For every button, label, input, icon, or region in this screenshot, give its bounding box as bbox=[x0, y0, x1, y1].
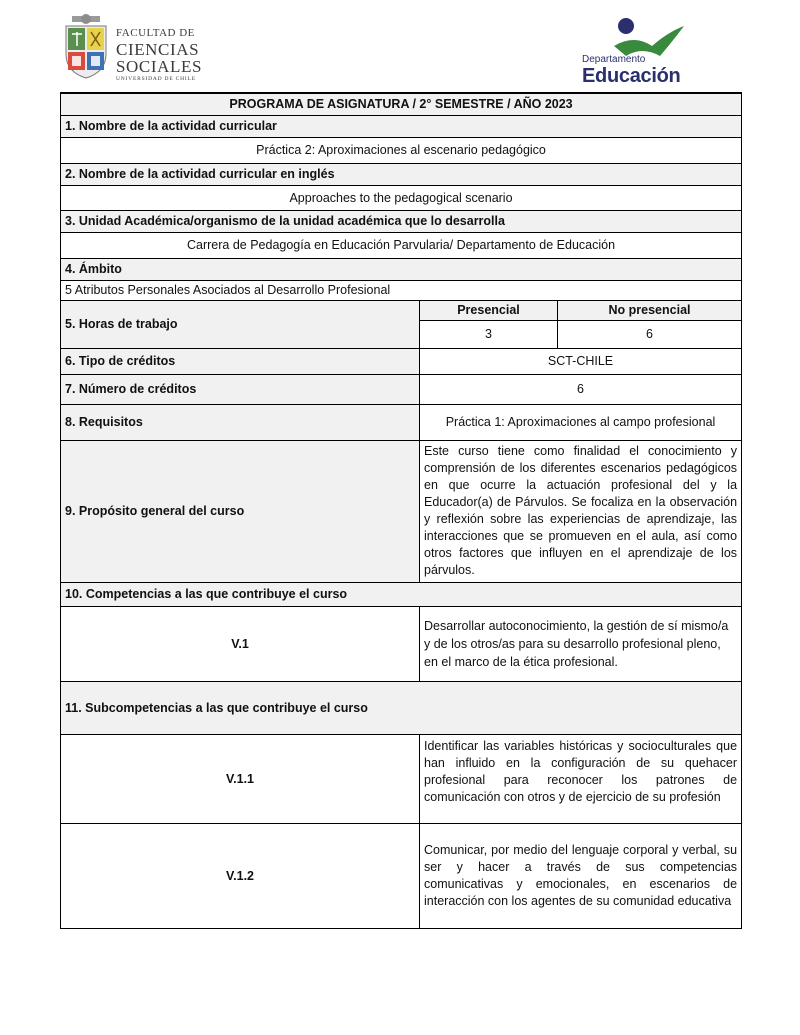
faculty-logo-line1: FACULTAD DE bbox=[116, 27, 195, 39]
section-8-value: Práctica 1: Aproximaciones al campo profesional bbox=[420, 404, 742, 440]
hours-presencial-value: 3 bbox=[420, 320, 558, 348]
hours-no-presencial-value: 6 bbox=[558, 320, 742, 348]
hours-column-presencial: Presencial bbox=[420, 300, 558, 320]
subcompetency-row bbox=[61, 823, 742, 928]
program-table bbox=[60, 92, 742, 929]
faculty-logo bbox=[64, 14, 204, 82]
section-1-value: Práctica 2: Aproximaciones al escenario pedagógico bbox=[61, 137, 742, 163]
competency-text: Desarrollar autoconocimiento, la gestión de sí mismo/a y de los otros/as para su desarrollo profesional pleno, en el marco de la ética profesional. bbox=[420, 606, 742, 681]
section-4-value: 5 Atributos Personales Asociados al Desarrollo Profesional bbox=[61, 280, 742, 300]
section-9-label: 9. Propósito general del curso bbox=[61, 440, 420, 582]
section-3-value: Carrera de Pedagogía en Educación Parvularia/ Departamento de Educación bbox=[61, 232, 742, 258]
section-8-label: 8. Requisitos bbox=[61, 404, 420, 440]
section-7-value: 6 bbox=[420, 374, 742, 404]
section-2-label: 2. Nombre de la actividad curricular en inglés bbox=[61, 163, 742, 185]
section-5-label: 5. Horas de trabajo bbox=[61, 300, 420, 348]
subcompetency-code: V.1.1 bbox=[61, 734, 420, 823]
section-7-label: 7. Número de créditos bbox=[61, 374, 420, 404]
section-6-label: 6. Tipo de créditos bbox=[61, 348, 420, 374]
section-10-label: 10. Competencias a las que contribuye el curso bbox=[61, 582, 742, 606]
subcompetency-text: Identificar las variables históricas y socioculturales que han influido en la configuración de su quehacer profesional para reconocer los patrones de comunicación con otros y de ejercicio de su profesión bbox=[420, 734, 742, 823]
department-logo-line1: Departamento bbox=[582, 54, 646, 65]
section-3-label: 3. Unidad Académica/organismo de la unidad académica que lo desarrolla bbox=[61, 210, 742, 232]
faculty-logo-line3: SOCIALES bbox=[116, 57, 203, 76]
university-crest-icon bbox=[64, 14, 108, 80]
subcompetency-row bbox=[61, 734, 742, 823]
hours-column-no-presencial: No presencial bbox=[558, 300, 742, 320]
department-logo-line2: Educación bbox=[582, 65, 681, 87]
department-logo bbox=[578, 16, 698, 88]
subcompetency-text: Comunicar, por medio del lenguaje corporal y verbal, su ser y hacer a través de sus competencias comunicativas y emocionales, en escenarios de interacción con los agentes de su comunidad educativa bbox=[420, 823, 742, 928]
section-11-label: 11. Subcompetencias a las que contribuye el curso bbox=[61, 681, 742, 734]
program-title: PROGRAMA DE ASIGNATURA / 2° SEMESTRE / AÑO 2023 bbox=[61, 93, 742, 115]
faculty-logo-line2: CIENCIAS bbox=[116, 40, 200, 59]
section-4-label: 4. Ámbito bbox=[61, 258, 742, 280]
section-6-value: SCT-CHILE bbox=[420, 348, 742, 374]
section-9-value: Este curso tiene como finalidad el conocimiento y comprensión de los diferentes escenarios pedagógicos en que ocurre la actuación profesional del y la Educador(a) de Párvulos. Se focaliza en la observación y reflexión sobre las experiencias de aprendizaje, las interacciones que se promueven en el aula, así como otros factores que influyen en el aprendizaje de los párvulos. bbox=[420, 440, 742, 582]
section-2-value: Approaches to the pedagogical scenario bbox=[61, 185, 742, 210]
competency-row bbox=[61, 606, 742, 681]
section-1-label: 1. Nombre de la actividad curricular bbox=[61, 115, 742, 137]
faculty-logo-line4: UNIVERSIDAD DE CHILE bbox=[116, 76, 196, 82]
subcompetency-code: V.1.2 bbox=[61, 823, 420, 928]
competency-code: V.1 bbox=[61, 606, 420, 681]
